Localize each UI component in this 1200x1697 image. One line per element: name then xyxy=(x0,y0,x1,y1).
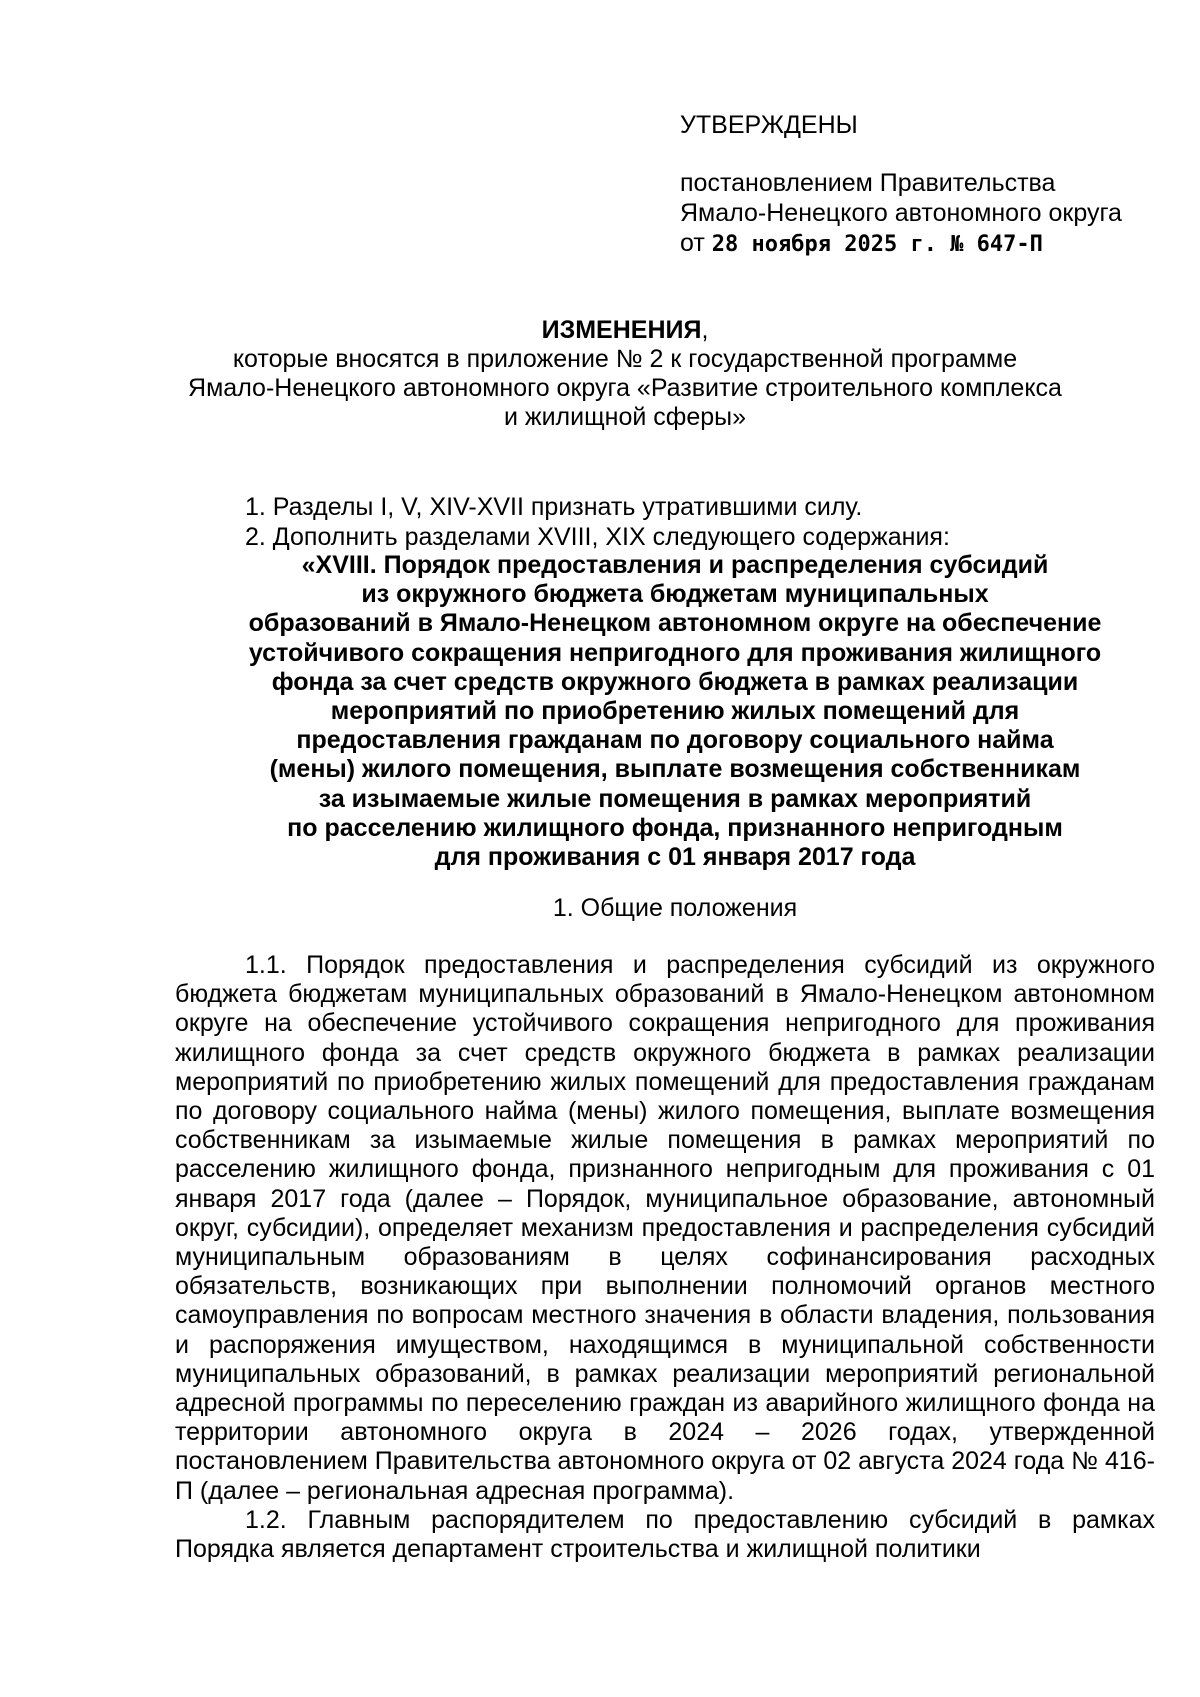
date-prefix: от xyxy=(680,229,705,257)
paragraph-1-2: 1.2. Главным распорядителем по предоставлению субсидий в рамках Порядка является департамент строительства и жилищной политики xyxy=(175,1505,1155,1564)
section-title-line: предоставления гражданам по договору социального найма xyxy=(296,726,1054,755)
heading-line-2: Ямало-Ненецкого автономного округа «Развитие строительного комплекса xyxy=(188,374,1062,402)
section-title-line: (мены) жилого помещения, выплате возмещения собственникам xyxy=(269,755,1081,784)
section-title-line: для проживания с 01 января 2017 года xyxy=(434,843,916,872)
change-items xyxy=(175,492,1175,552)
section-title-line: за изымаемые жилые помещения в рамках мероприятий xyxy=(318,784,1032,813)
heading-title-line xyxy=(175,316,1075,345)
section-title-line: фонда за счет средств окружного бюджета в рамках реализации xyxy=(271,667,1079,696)
section-title-line: устойчивого сокращения непригодного для проживания жилищного xyxy=(248,638,1102,667)
change-item-1: 1. Разделы I, V, XIV-XVII признать утратившими силу. xyxy=(245,493,863,521)
approved-label: УТВЕРЖДЕНЫ xyxy=(680,111,858,139)
body-text xyxy=(175,951,1155,1564)
section-title-line: образований в Ямало-Ненецком автономном округе на обеспечение xyxy=(248,609,1102,638)
paragraph-1-1: 1.1. Порядок предоставления и распределения субсидий из окружного бюджета бюджетам муниципальных образований в Ямало-Ненецком автономном округе на обеспечение устойчивого сокращения непригодного для проживания жилищного фонда за счет средств окружного бюджета в рамках реализации мероприятий по приобретению жилых помещений для предоставления гражданам по договору социального найма (мены) жилого помещения, выплате возмещения собственникам за изымаемые жилые помещения в рамках мероприятий по расселению жилищного фонда, признанного непригодным для проживания с 01 января 2017 года (далее – Порядок, муниципальное образование, автономный округ, субсидии), определяет механизм предоставления и распределения субсидий муниципальным образованиям в целях софинансирования расходных обязательств, возникающих при выполнении полномочий органов местного самоуправления по вопросам местного значения в области владения, пользования и распоряжения имуществом, находящимся в муниципальной собственности муниципальных образований, в рамках реализации мероприятий региональной адресной программы по переселению граждан из аварийного жилищного фонда на территории автономного округа в 2024 – 2026 годах, утвержденной постановлением Правительства автономного округа от 02 августа 2024 года № 416-П (далее – региональная адресная программа). xyxy=(175,951,1155,1505)
heading-line-3: и жилищной сферы» xyxy=(503,403,747,431)
section-title-line: по расселению жилищного фонда, признанного непригодным xyxy=(287,813,1063,842)
heading-title: ИЗМЕНЕНИЯ xyxy=(541,316,702,344)
approval-line-2: Ямало-Ненецкого автономного округа xyxy=(680,199,1122,227)
section-title-line: «XVIII. Порядок предоставления и распределения субсидий xyxy=(301,551,1049,579)
heading-line-1: которые вносятся в приложение № 2 к государственной программе xyxy=(232,345,1018,373)
document-heading xyxy=(175,316,1075,432)
heading-title-suffix: , xyxy=(701,316,709,344)
section-title-line: мероприятий по приобретению жилых помещений для xyxy=(330,697,1020,726)
section-title-line: из окружного бюджета бюджетам муниципальных xyxy=(361,580,989,609)
subsection-title: 1. Общие положения xyxy=(552,894,798,922)
section-xviii-title xyxy=(175,551,1175,872)
approval-date-number: 28 ноября 2025 г. № 647-П xyxy=(711,232,1043,257)
approval-date-line xyxy=(680,228,1160,260)
change-item-2: 2. Дополнить разделами XVIII, XIX следующего содержания: xyxy=(245,523,950,551)
approval-line-1: постановлением Правительства xyxy=(680,169,1056,197)
approval-stamp xyxy=(680,110,1160,260)
